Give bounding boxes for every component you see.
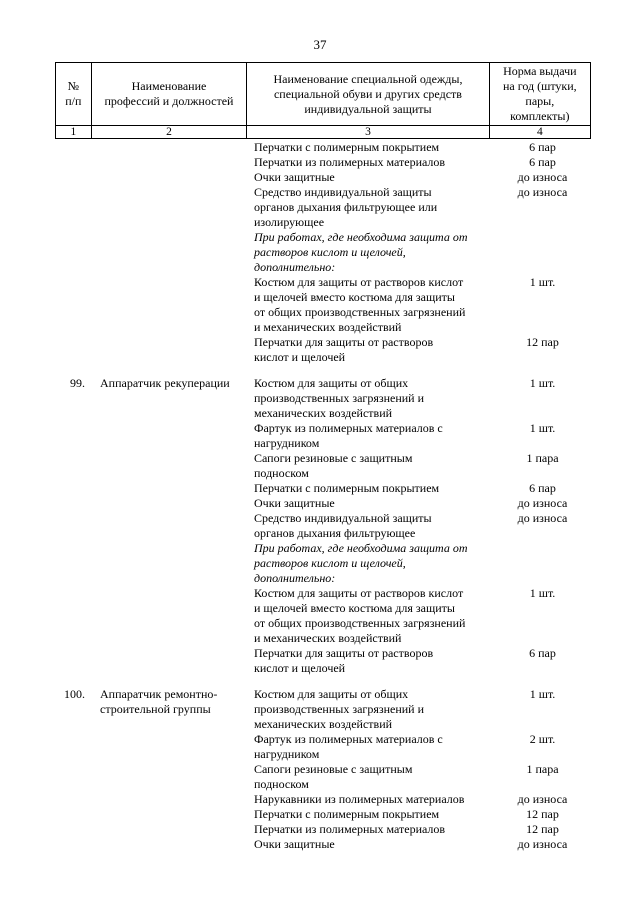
equipment-line: Сапоги резиновые с защитным <box>254 451 413 465</box>
equipment-line: от общих производственных загрязнений <box>254 616 466 630</box>
equipment-line: Фартук из полимерных материалов с <box>254 732 443 746</box>
equipment-line: Очки защитные <box>254 496 335 510</box>
header-line: пары, <box>525 94 555 108</box>
header-col-equipment <box>247 63 489 126</box>
equipment-line: Перчатки с полимерным покрытием <box>254 807 440 821</box>
header-line: специальной обуви и других средств <box>273 86 462 101</box>
equipment-line: органов дыхания фильтрующее <box>254 526 416 540</box>
equipment-line: и механических воздействий <box>254 320 402 334</box>
row-equipment <box>254 496 494 511</box>
row-norm: 6 пар <box>529 155 556 169</box>
equipment-line: растворов кислот и щелочей, <box>254 556 406 570</box>
header-col-norm <box>489 63 590 126</box>
profession-line: Аппаратчик ремонтно- <box>100 687 218 701</box>
equipment-line: Нарукавники из полимерных материалов <box>254 792 465 806</box>
equipment-line: нагрудником <box>254 747 320 761</box>
header-num-3: 3 <box>247 126 489 139</box>
row-norm: 12 пар <box>526 822 559 836</box>
row-norm: до износа <box>517 496 568 510</box>
row-condition-note <box>254 541 494 586</box>
row-equipment <box>254 646 494 676</box>
row-norm: до износа <box>517 185 568 199</box>
equipment-line: и щелочей вместо костюма для защиты <box>254 601 455 615</box>
row-norm: 1 шт. <box>529 687 556 701</box>
row-profession <box>100 376 250 391</box>
row-norm: до износа <box>517 792 568 806</box>
equipment-line: При работах, где необходима защита от <box>254 541 468 555</box>
row-norm: 1 шт. <box>529 275 556 289</box>
table-header <box>55 62 591 139</box>
equipment-line: Средство индивидуальной защиты <box>254 185 432 199</box>
row-profession <box>100 687 250 717</box>
equipment-line: Перчатки для защиты от растворов <box>254 646 434 660</box>
header-col-number <box>56 63 92 126</box>
row-equipment <box>254 822 494 837</box>
header-col-profession <box>91 63 247 126</box>
page-number: 37 <box>313 37 327 52</box>
header-line: Наименование <box>131 79 207 93</box>
profession-line: строительной группы <box>100 702 211 716</box>
row-norm: 1 шт. <box>529 376 556 390</box>
row-norm: до износа <box>517 511 568 525</box>
row-equipment <box>254 481 494 496</box>
header-line: Наименование специальной одежды, <box>273 71 463 86</box>
equipment-line: растворов кислот и щелочей, <box>254 245 406 259</box>
equipment-line: Костюм для защиты от растворов кислот <box>254 586 464 600</box>
row-equipment <box>254 762 494 792</box>
equipment-line: от общих производственных загрязнений <box>254 305 466 319</box>
equipment-line: Перчатки для защиты от растворов <box>254 335 434 349</box>
header-line: Норма выдачи <box>503 64 577 78</box>
row-equipment <box>254 792 494 807</box>
equipment-line: изолирующее <box>254 215 325 229</box>
row-norm: 12 пар <box>526 807 559 821</box>
row-number: 100. <box>64 687 85 701</box>
equipment-line: Костюм для защиты от общих <box>254 376 409 390</box>
row-equipment <box>254 155 494 170</box>
row-equipment <box>254 421 494 451</box>
equipment-line: дополнительно: <box>254 260 336 274</box>
row-norm: 1 шт. <box>529 421 556 435</box>
row-norm: 1 пара <box>526 762 559 776</box>
equipment-line: Очки защитные <box>254 837 335 851</box>
row-norm: до износа <box>517 837 568 851</box>
row-norm: 6 пар <box>529 646 556 660</box>
equipment-line: кислот и щелочей <box>254 350 346 364</box>
row-norm: 6 пар <box>529 481 556 495</box>
equipment-line: нагрудником <box>254 436 320 450</box>
equipment-line: и механических воздействий <box>254 631 402 645</box>
equipment-line: подноском <box>254 777 309 791</box>
equipment-line: При работах, где необходима защита от <box>254 230 468 244</box>
row-equipment <box>254 732 494 762</box>
row-equipment <box>254 451 494 481</box>
row-norm: 1 пара <box>526 451 559 465</box>
equipment-line: Перчатки с полимерным покрытием <box>254 140 440 154</box>
row-equipment <box>254 140 494 155</box>
row-number: 99. <box>70 376 85 390</box>
equipment-line: Очки защитные <box>254 170 335 184</box>
row-equipment <box>254 837 494 852</box>
row-equipment <box>254 807 494 822</box>
row-norm: 2 шт. <box>529 732 556 746</box>
equipment-line: Костюм для защиты от общих <box>254 687 409 701</box>
header-line: комплекты) <box>510 109 570 123</box>
equipment-line: механических воздействий <box>254 717 393 731</box>
equipment-line: и щелочей вместо костюма для защиты <box>254 290 455 304</box>
row-equipment <box>254 170 494 185</box>
header-num-4: 4 <box>489 126 590 139</box>
equipment-line: Фартук из полимерных материалов с <box>254 421 443 435</box>
header-num-1: 1 <box>56 126 92 139</box>
row-equipment <box>254 335 494 365</box>
row-norm: до износа <box>517 170 568 184</box>
row-norm: 12 пар <box>526 335 559 349</box>
header-line: п/п <box>65 94 82 108</box>
header-line: профессий и должностей <box>104 94 234 108</box>
equipment-line: производственных загрязнений и <box>254 702 425 716</box>
equipment-line: Сапоги резиновые с защитным <box>254 762 413 776</box>
equipment-line: механических воздействий <box>254 406 393 420</box>
equipment-line: дополнительно: <box>254 571 336 585</box>
header-line: на год (штуки, <box>502 79 577 93</box>
row-norm: 1 шт. <box>529 586 556 600</box>
row-equipment <box>254 511 494 541</box>
row-equipment <box>254 687 494 732</box>
equipment-line: Костюм для защиты от растворов кислот <box>254 275 464 289</box>
header-num-2: 2 <box>91 126 247 139</box>
header-line: индивидуальной защиты <box>304 101 432 116</box>
equipment-line: Перчатки из полимерных материалов <box>254 155 446 169</box>
row-equipment <box>254 376 494 421</box>
row-equipment <box>254 275 494 335</box>
equipment-line: подноском <box>254 466 309 480</box>
equipment-line: Перчатки с полимерным покрытием <box>254 481 440 495</box>
row-equipment <box>254 586 494 646</box>
equipment-line: Средство индивидуальной защиты <box>254 511 432 525</box>
equipment-line: производственных загрязнений и <box>254 391 425 405</box>
profession-line: Аппаратчик рекуперации <box>100 376 230 390</box>
row-norm: 6 пар <box>529 140 556 154</box>
equipment-line: органов дыхания фильтрующее или <box>254 200 438 214</box>
header-line: № <box>67 79 80 93</box>
row-condition-note <box>254 230 494 275</box>
row-equipment <box>254 185 494 230</box>
equipment-line: кислот и щелочей <box>254 661 346 675</box>
equipment-line: Перчатки из полимерных материалов <box>254 822 446 836</box>
